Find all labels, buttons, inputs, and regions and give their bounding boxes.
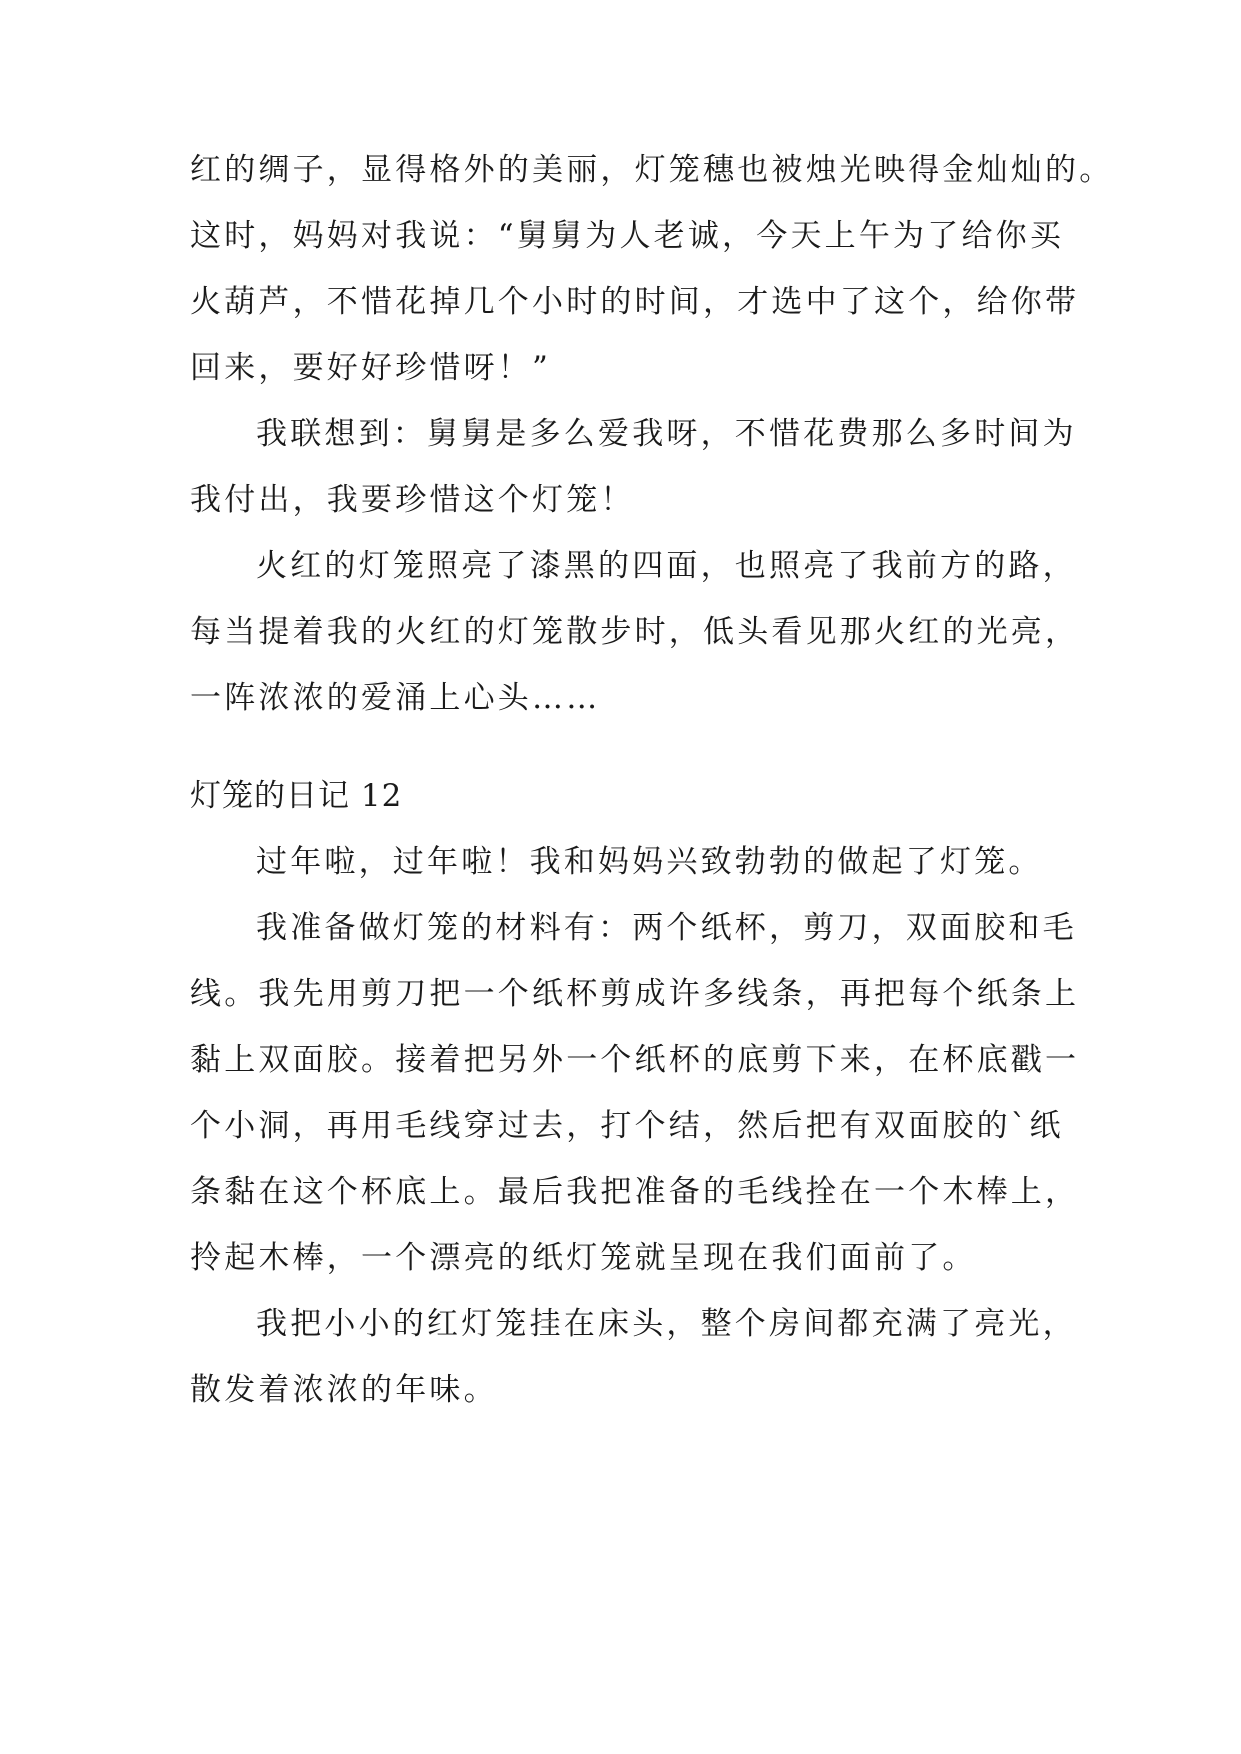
paragraph-line: 每当提着我的火红的灯笼散步时，低头看见那火红的光亮， xyxy=(190,614,1080,650)
paragraph-line: 我联想到：舅舅是多么爱我呀，不惜花费那么多时间为 xyxy=(256,416,1077,452)
paragraph-line: 火红的灯笼照亮了漆黑的四面，也照亮了我前方的路， xyxy=(256,548,1077,584)
paragraph-line: 我准备做灯笼的材料有：两个纸杯，剪刀，双面胶和毛 xyxy=(256,910,1077,946)
paragraph-line: 我把小小的红灯笼挂在床头，整个房间都充满了亮光， xyxy=(256,1306,1077,1342)
paragraph-line: 拎起木棒，一个漂亮的纸灯笼就呈现在我们面前了。 xyxy=(190,1240,977,1276)
paragraph-line: 条黏在这个杯底上。最后我把准备的毛线拴在一个木棒上， xyxy=(190,1174,1080,1210)
section-title: 灯笼的日记 12 xyxy=(190,778,403,814)
paragraph-line: 散发着浓浓的年味。 xyxy=(190,1372,498,1408)
paragraph-line: 火葫芦，不惜花掉几个小时的时间，才选中了这个，给你带 xyxy=(190,284,1080,320)
paragraph-line: 过年啦，过年啦！我和妈妈兴致勃勃的做起了灯笼。 xyxy=(256,844,1043,880)
paragraph-line: 黏上双面胶。接着把另外一个纸杯的底剪下来，在杯底戳一 xyxy=(190,1042,1080,1078)
paragraph-line: 回来，要好好珍惜呀！” xyxy=(190,350,552,386)
paragraph-line: 这时，妈妈对我说：“舅舅为人老诚，今天上午为了给你买 xyxy=(190,218,1065,254)
paragraph-line: 一阵浓浓的爱涌上心头…… xyxy=(190,680,601,716)
paragraph-line: 个小洞，再用毛线穿过去，打个结，然后把有双面胶的`纸 xyxy=(190,1108,1064,1144)
paragraph-line: 我付出，我要珍惜这个灯笼！ xyxy=(190,482,635,518)
paragraph-line: 红的绸子，显得格外的美丽，灯笼穗也被烛光映得金灿灿的。 xyxy=(190,152,1114,188)
paragraph-line: 线。我先用剪刀把一个纸杯剪成许多线条，再把每个纸条上 xyxy=(190,976,1080,1012)
